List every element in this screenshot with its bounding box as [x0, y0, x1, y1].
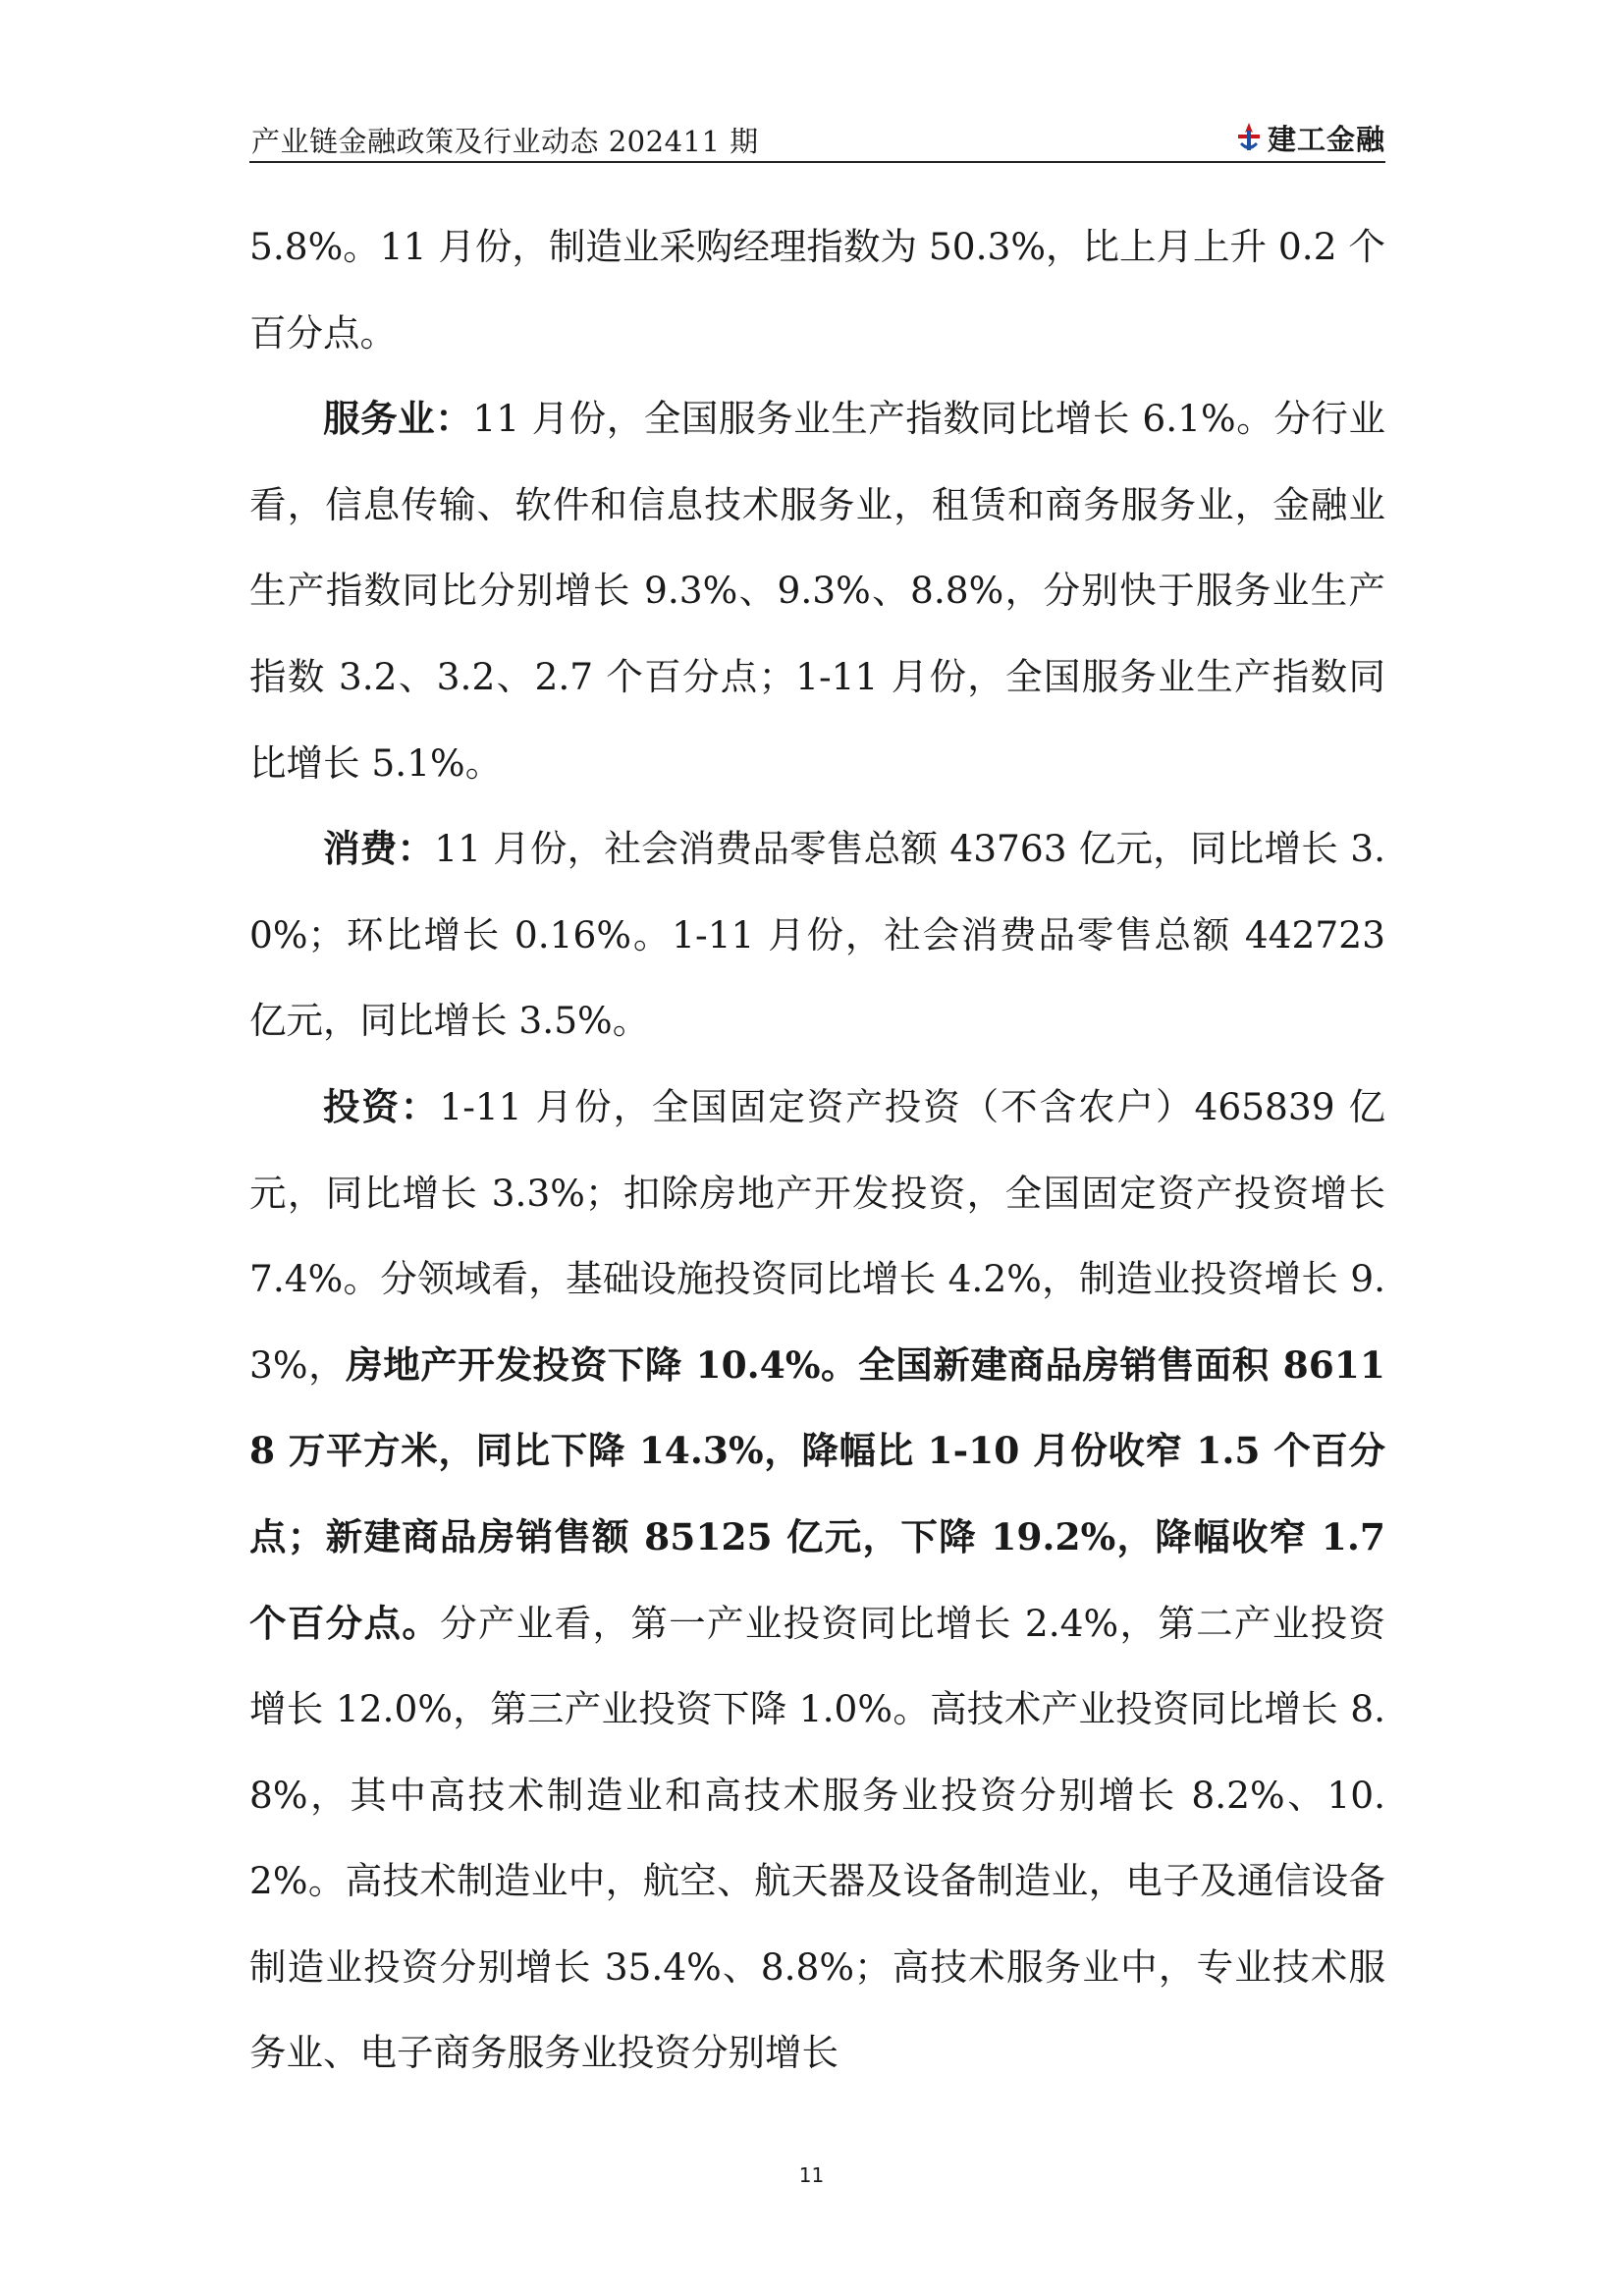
paragraph: [249, 806, 1385, 1065]
company-logo-icon: [1234, 121, 1264, 154]
body-text: 1-11 月份，全国固定资产投资（不含农户）465839 亿元，同比增长 3.3%；扣除房地产开发投资，全国固定资产投资增长 7.4%。分领域看，基础设施投资同比增长 4.2%，制造业投资增长 9.3%，: [249, 1084, 1385, 1387]
page-header: [249, 114, 1385, 163]
bold-text: 消费：: [323, 827, 435, 871]
page-number: 11: [798, 2163, 825, 2187]
body-text: 11 月份，全国服务业生产指数同比增长 6.1%。分行业看，信息传输、软件和信息技术服务业，租赁和商务服务业，金融业生产指数同比分别增长 9.3%、9.3%、8.8%，分别快于服务业生产指数 3.2、3.2、2.7 个百分点；1-11 月份，全国服务业生产指数同比增长 5.1%。: [249, 397, 1386, 785]
paragraph: [249, 204, 1385, 376]
bold-text: 房地产开发投资下降 10.4%。全国新建商品房销售面积 86118 万平方米，同比下降 14.3%，降幅比 1-10 月份收窄 1.5 个百分点；新建商品房销售额 85125 亿元，下降 19.2%，降幅收窄 1.7 个百分点。: [249, 1342, 1385, 1645]
brand-name: 建工金融: [1267, 122, 1385, 156]
document-body: [249, 204, 1385, 2097]
paragraph: [249, 376, 1385, 806]
bold-text: 投资：: [323, 1084, 440, 1128]
brand: [1234, 118, 1385, 157]
body-text: 5.8%。11 月份，制造业采购经理指数为 50.3%，比上月上升 0.2 个百分点。: [249, 225, 1385, 355]
body-text: 分产业看，第一产业投资同比增长 2.4%，第二产业投资增长 12.0%，第三产业投资下降 1.0%。高技术产业投资同比增长 8.8%，其中高技术制造业和高技术服务业投资分别增长 8.2%、10.2%。高技术制造业中，航空、航天器及设备制造业，电子及通信设备制造业投资分别增长 35.4%、8.8%；高技术服务业中，专业技术服务业、电子商务服务业投资分别增长: [249, 1601, 1385, 2075]
bold-text: 服务业：: [323, 397, 473, 441]
paragraph: [249, 1065, 1385, 2097]
header-title: 产业链金融政策及行业动态 202411 期: [251, 125, 759, 158]
body-text: 11 月份，社会消费品零售总额 43763 亿元，同比增长 3.0%；环比增长 0.16%。1-11 月份，社会消费品零售总额 442723 亿元，同比增长 3.5%。: [249, 827, 1386, 1043]
